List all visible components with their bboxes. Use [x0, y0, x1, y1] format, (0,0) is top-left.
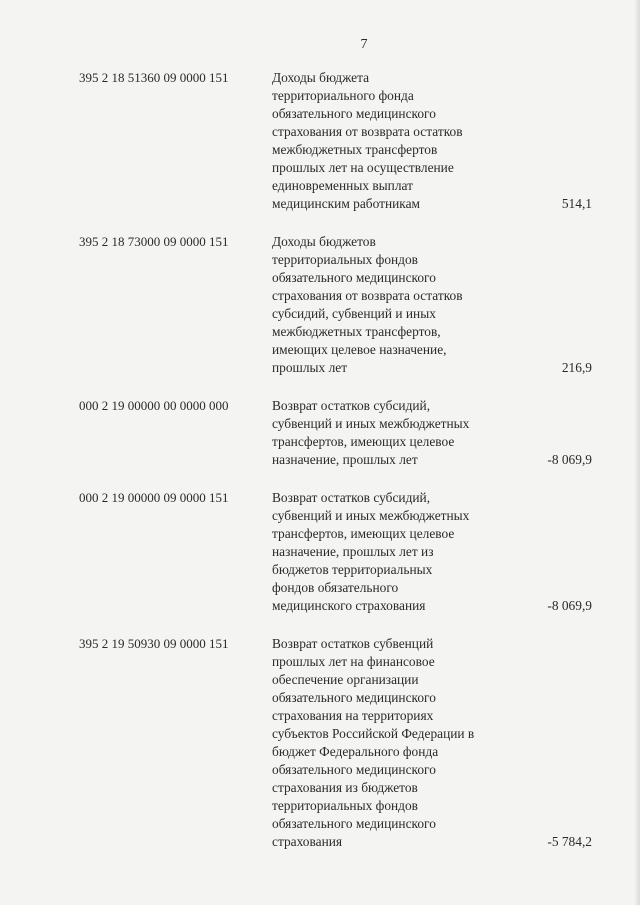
description-line: Доходы бюджета — [272, 70, 370, 85]
description-line: страхования из бюджетов — [272, 780, 418, 795]
table-row — [0, 489, 640, 615]
row-description — [272, 397, 522, 469]
row-description — [272, 69, 522, 213]
description-line: трансфертов, имеющих целевое — [272, 526, 455, 541]
description-line: страхования на территориях — [272, 708, 434, 723]
description-line: прошлых лет на осуществление — [272, 160, 454, 175]
budget-table — [0, 69, 640, 871]
description-line: субсидий, субвенций и иных — [272, 306, 436, 321]
description-line: единовременных выплат — [272, 178, 413, 193]
description-line: страхования — [272, 834, 343, 849]
description-line: бюджетов территориальных — [272, 562, 433, 577]
description-line: территориального фонда — [272, 88, 414, 103]
budget-code: 395 2 18 73000 09 0000 151 — [79, 234, 229, 249]
description-line: назначение, прошлых лет из — [272, 544, 434, 559]
description-line: территориальных фондов — [272, 798, 419, 813]
description-line: назначение, прошлых лет — [272, 452, 418, 467]
row-description — [272, 489, 522, 615]
budget-code: 000 2 19 00000 00 0000 000 — [79, 398, 229, 413]
description-line: субъектов Российской Федерации в — [272, 726, 475, 741]
amount-value: 514,1 — [561, 196, 592, 211]
description-line: прошлых лет — [272, 360, 348, 375]
budget-code: 000 2 19 00000 09 0000 151 — [79, 490, 229, 505]
page-number: 7 — [360, 37, 368, 52]
description-line: имеющих целевое назначение, — [272, 342, 447, 357]
budget-code: 395 2 18 51360 09 0000 151 — [79, 70, 229, 85]
description-line: медицинского страхования — [272, 598, 426, 613]
amount-value: 216,9 — [561, 360, 592, 375]
description-line: страхования от возврата остатков — [272, 288, 463, 303]
table-row — [0, 233, 640, 377]
description-line: Доходы бюджетов — [272, 234, 376, 249]
description-line: обязательного медицинского — [272, 690, 436, 705]
description-line: фондов обязательного — [272, 580, 399, 595]
description-line: обязательного медицинского — [272, 762, 436, 777]
description-line: территориальных фондов — [272, 252, 419, 267]
row-description — [272, 635, 522, 851]
description-line: бюджет Федерального фонда — [272, 744, 439, 759]
amount-value: -8 069,9 — [547, 452, 592, 467]
amount-value: -8 069,9 — [547, 598, 592, 613]
description-line: Возврат остатков субсидий, — [272, 490, 431, 505]
description-line: обязательного медицинского — [272, 816, 436, 831]
description-line: межбюджетных трансфертов, — [272, 324, 441, 339]
description-line: субвенций и иных межбюджетных — [272, 416, 470, 431]
description-line: обеспечение организации — [272, 672, 419, 687]
description-line: прошлых лет на финансовое — [272, 654, 435, 669]
table-row — [0, 69, 640, 213]
description-line: межбюджетных трансфертов — [272, 142, 438, 157]
description-line: субвенций и иных межбюджетных — [272, 508, 470, 523]
page-edge-shadow — [634, 0, 640, 905]
description-line: страхования от возврата остатков — [272, 124, 463, 139]
description-line: медицинским работникам — [272, 196, 421, 211]
description-line: Возврат остатков субвенций — [272, 636, 434, 651]
table-row — [0, 397, 640, 469]
table-row — [0, 635, 640, 851]
budget-code: 395 2 19 50930 09 0000 151 — [79, 636, 229, 651]
description-line: трансфертов, имеющих целевое — [272, 434, 455, 449]
description-line: обязательного медицинского — [272, 106, 436, 121]
row-description — [272, 233, 522, 377]
description-line: Возврат остатков субсидий, — [272, 398, 431, 413]
description-line: обязательного медицинского — [272, 270, 436, 285]
amount-value: -5 784,2 — [547, 834, 592, 849]
